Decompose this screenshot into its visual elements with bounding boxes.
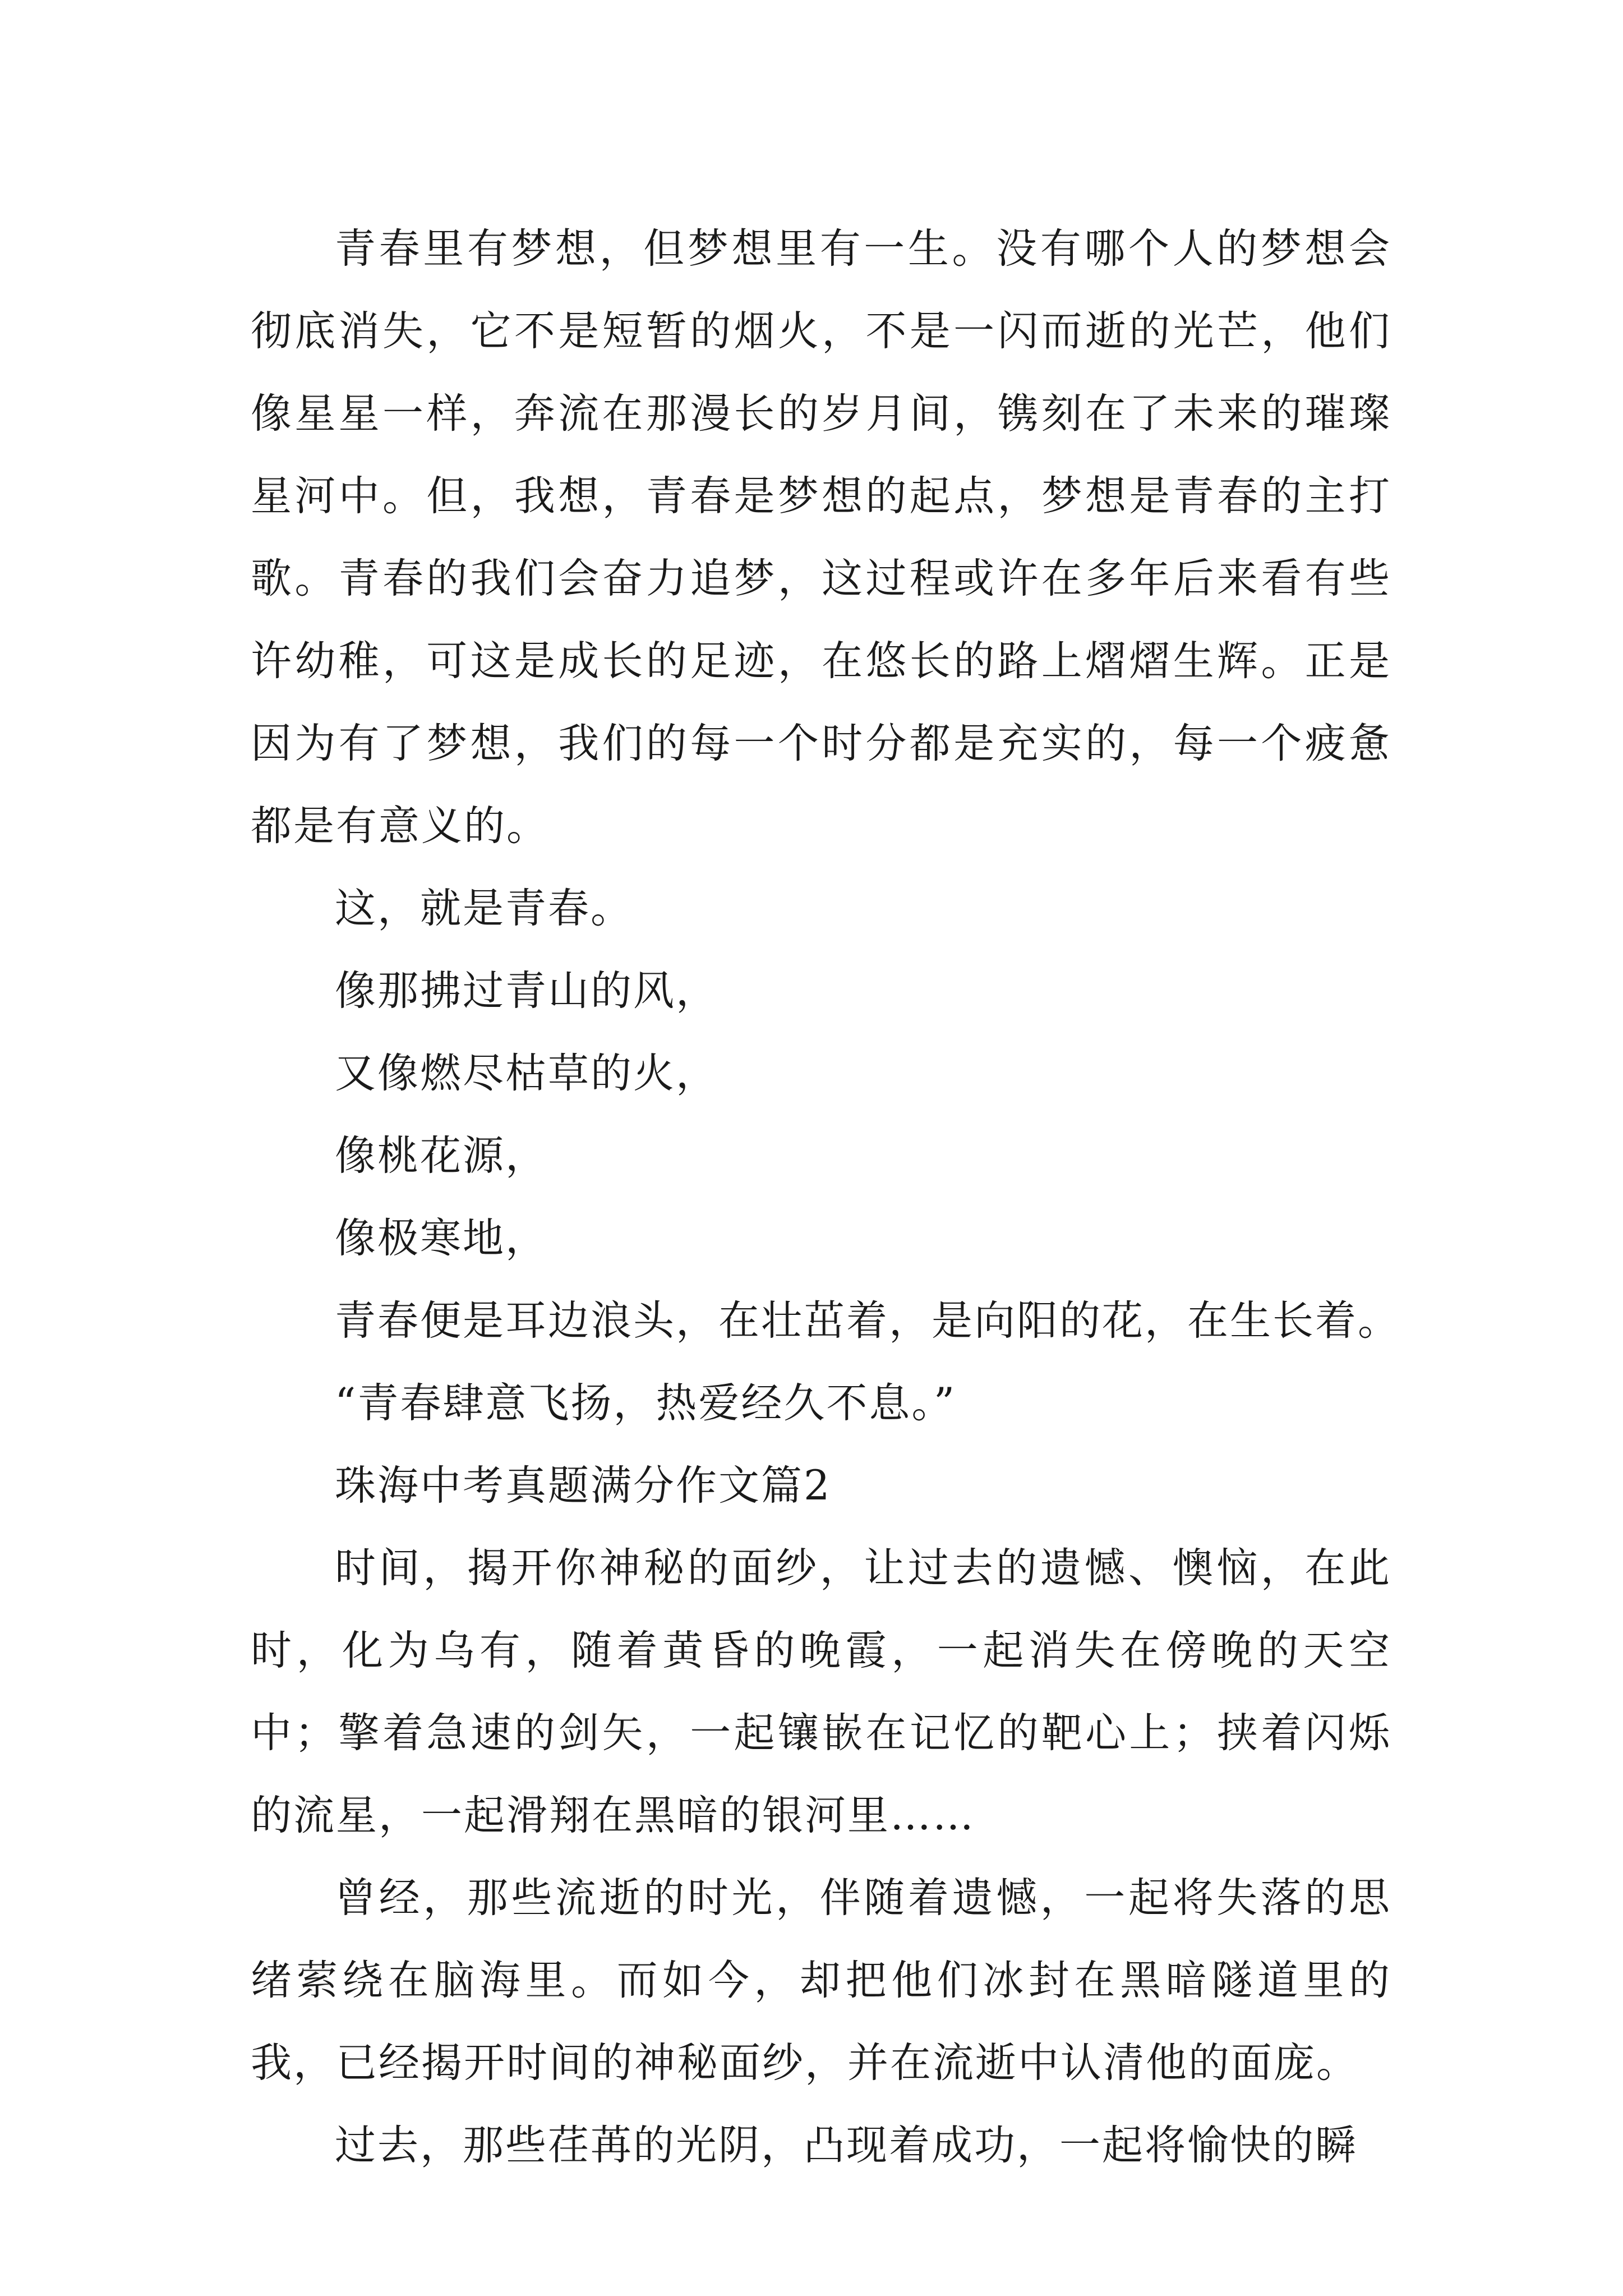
document-body	[251, 208, 1400, 2187]
paragraph-once: 曾经，那些流逝的时光，伴随着遗憾，一起将失落的思绪萦绕在脑海里。而如今，却把他们冰封在黑暗隧道里的我，已经揭开时间的神秘面纱，并在流逝中认清他的面庞。	[251, 1874, 1391, 2087]
line-wind: 像那拂过青山的风，	[335, 967, 718, 1015]
line-quote: “青春肆意飞扬，热爱经久不息。”	[335, 1379, 957, 1427]
line-peach-blossom: 像桃花源，	[335, 1132, 548, 1180]
line-youth-wave: 青春便是耳边浪头，在壮茁着，是向阳的花，在生长着。	[335, 1297, 1400, 1345]
line-fire: 又像燃尽枯草的火，	[335, 1050, 718, 1097]
essay-title: 珠海中考真题满分作文篇2	[335, 1462, 832, 1510]
paragraph-time: 时间，揭开你神秘的面纱，让过去的遗憾、懊恼，在此时，化为乌有，随着黄昏的晚霞，一起消失在傍晚的天空中；擎着急速的剑矢，一起镶嵌在记忆的靶心上；挟着闪烁的流星，一起滑翔在黑暗的银河里……	[251, 1544, 1391, 1839]
line-cold-land: 像极寒地，	[335, 1214, 548, 1262]
line-this-is-youth: 这，就是青春。	[335, 885, 633, 932]
paragraph-past: 过去，那些荏苒的光阴，凸现着成功，一起将愉快的瞬	[335, 2122, 1358, 2169]
paragraph-dream: 青春里有梦想，但梦想里有一生。没有哪个人的梦想会彻底消失，它不是短暂的烟火，不是一闪而逝的光芒，他们像星星一样，奔流在那漫长的岁月间，镌刻在了未来的璀璨星河中。但，我想，青春是梦想的起点，梦想是青春的主打歌。青春的我们会奋力追梦，这过程或许在多年后来看有些许幼稚，可这是成长的足迹，在悠长的路上熠熠生辉。正是因为有了梦想，我们的每一个时分都是充实的，每一个疲惫都是有意义的。	[251, 225, 1391, 850]
